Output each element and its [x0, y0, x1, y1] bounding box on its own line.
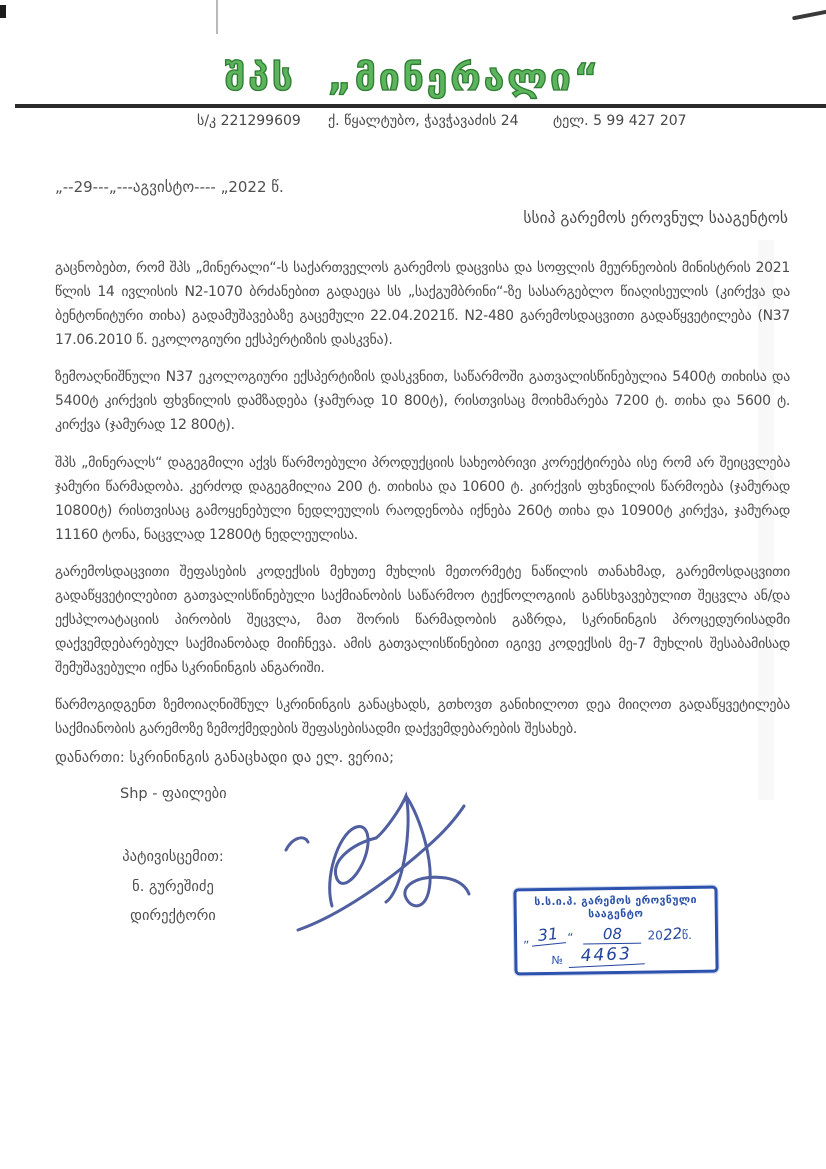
registry-stamp	[513, 886, 718, 976]
stamp-number-handwritten: 4463	[568, 944, 645, 969]
stamp-org-line1: ს.ს.ი.პ. გარემოს ეროვნული	[534, 893, 697, 909]
signer-title: დირექტორი	[130, 908, 216, 925]
stamp-number-label: №	[551, 953, 563, 968]
stamp-org-line2: სააგენტო	[588, 907, 644, 921]
letter-body	[55, 256, 790, 754]
stamp-date-row	[523, 923, 709, 946]
stamp-number-row	[523, 944, 709, 968]
stamp-open-quote: „	[523, 931, 530, 946]
letter-paragraph: წარმოგიდგენთ ზემოიაღნიშნულ სკრინინგის განაცხადს, გთხოვთ განიხილოთ დეა მიიღოთ გადაწყვეტილება საქმიანობის გარემოზე ზემოქმედების შეფასებისადმი დაქვემდებარების შესახებ.	[55, 697, 790, 738]
scan-artifact-edge-mark	[0, 5, 6, 18]
stamp-close-quote: “	[567, 930, 574, 945]
signature-graphic	[276, 784, 486, 942]
company-id-code: ს/კ 221299609	[197, 113, 301, 129]
letter-paragraph: გაცნობებთ, რომ შპს „მინერალი“-ს საქართველოს გარემოს დაცვისა და სოფლის მეურნეობის მინისტრის 2021 წლის 14 ივლისის N2-1070 ბრძანებით გადაეცა სს „საქგუმბრინი“-ზე სასარგებლო წიაღისეულის (კირქვა და ბენტონიტური თიხა) გადამუშავებაზე გაცემული 22.04.2021წ. N2-480 გარემოსდაცვითი გადაწყვეტილება (N37 17.06.2010 წ. ეკოლოგიური ექსპერტიზის დასკვნა).	[55, 260, 790, 349]
letter-date-line: „--29---„---აგვისტო---- „2022 წ.	[55, 178, 284, 196]
closing-block	[108, 843, 238, 932]
shp-files-note: Shp - ფაილები	[120, 786, 227, 802]
letter-paragraph: გარემოსდაცვითი შეფასების კოდექსის მეხუთე მუხლის მეთორმეტე ნაწილის თანახმად, გარემოსდაცვითი გადაწყვეტილებით გათვალისწინებული საქმიანობის საწარმოო ტექნოლოგიის განსხვავებულით შეცვლა ან/და ექსპლოატაციის პირობის შეცვლა, მათ შორის წარმადობის გაზრდა, სკრინინგის პროცედურისადმი დაქვემდებარებულ საქმიანობად მიიჩნევა. ამის გათვალისწინებით იგივე კოდექსის მე-7 მუხლის შესაბამისად შემუშავებული იქნა სკრინინგის ანგარიში.	[55, 563, 790, 677]
stamp-day-handwritten: 31	[530, 924, 566, 947]
stamp-year-handwritten: 22	[661, 924, 683, 945]
stamp-year	[647, 925, 692, 944]
company-name: შპს „მინერალი“	[224, 56, 602, 99]
stamp-year-prefix: 20	[647, 928, 663, 943]
scan-artifact-line	[216, 0, 218, 34]
signer-name: ნ. გურეშიძე	[132, 878, 214, 895]
scan-artifact-pen-mark	[792, 10, 826, 21]
company-address: ქ. წყალტუბო, ჭავჭავაძის 24	[328, 113, 519, 129]
company-phone: ტელ. 5 99 427 207	[553, 113, 687, 129]
closing-salutation: პატივისცემით:	[122, 849, 224, 865]
letterhead-info-line	[0, 113, 826, 135]
stamp-year-suffix: წ.	[681, 928, 693, 943]
letter-addressee: სსიპ გარემოს ეროვნულ სააგენტოს	[523, 209, 788, 227]
letterhead-divider	[15, 104, 826, 108]
stamp-month-handwritten: 08	[583, 925, 641, 945]
attachment-note: დანართი: სკრინინგის განაცხადი და ელ. ვერია;	[55, 750, 394, 766]
letter-paragraph: ზემოაღნიშნული N37 ეკოლოგიური ექსპერტიზის დასკვნით, საწარმოში გათვალისწინებულია 5400ტ თიხისა და 5400ტ კირქვის ფხვნილის დამზადება (ჯამურად 10 800ტ), რისთვისაც მოიხმარება 7200 ტ. თიხა და 5600 ტ. კირქვა (ჯამურად 12 800ტ).	[55, 369, 790, 434]
letter-paragraph: შპს „მინერალს“ დაგეგმილი აქვს წარმოებული პროდუქციის სახეობრივი კორექტირება ისე რომ არ შეიცვლება ჯამური წარმადობა. კერძოდ დაგეგმილია 200 ტ. თიხისა და 10600 ტ. კირქვის ფხვნილის წარმოება (ჯამურად 10800ტ) რისთვისაც გამოყენებული ნედლეულის რაოდენობა იქნება 260ტ თიხა და 10900ტ კირქვა, ჯამურად 11160 ტონა, ნაცვლად 12800ტ ნედლეულისა.	[55, 454, 790, 543]
